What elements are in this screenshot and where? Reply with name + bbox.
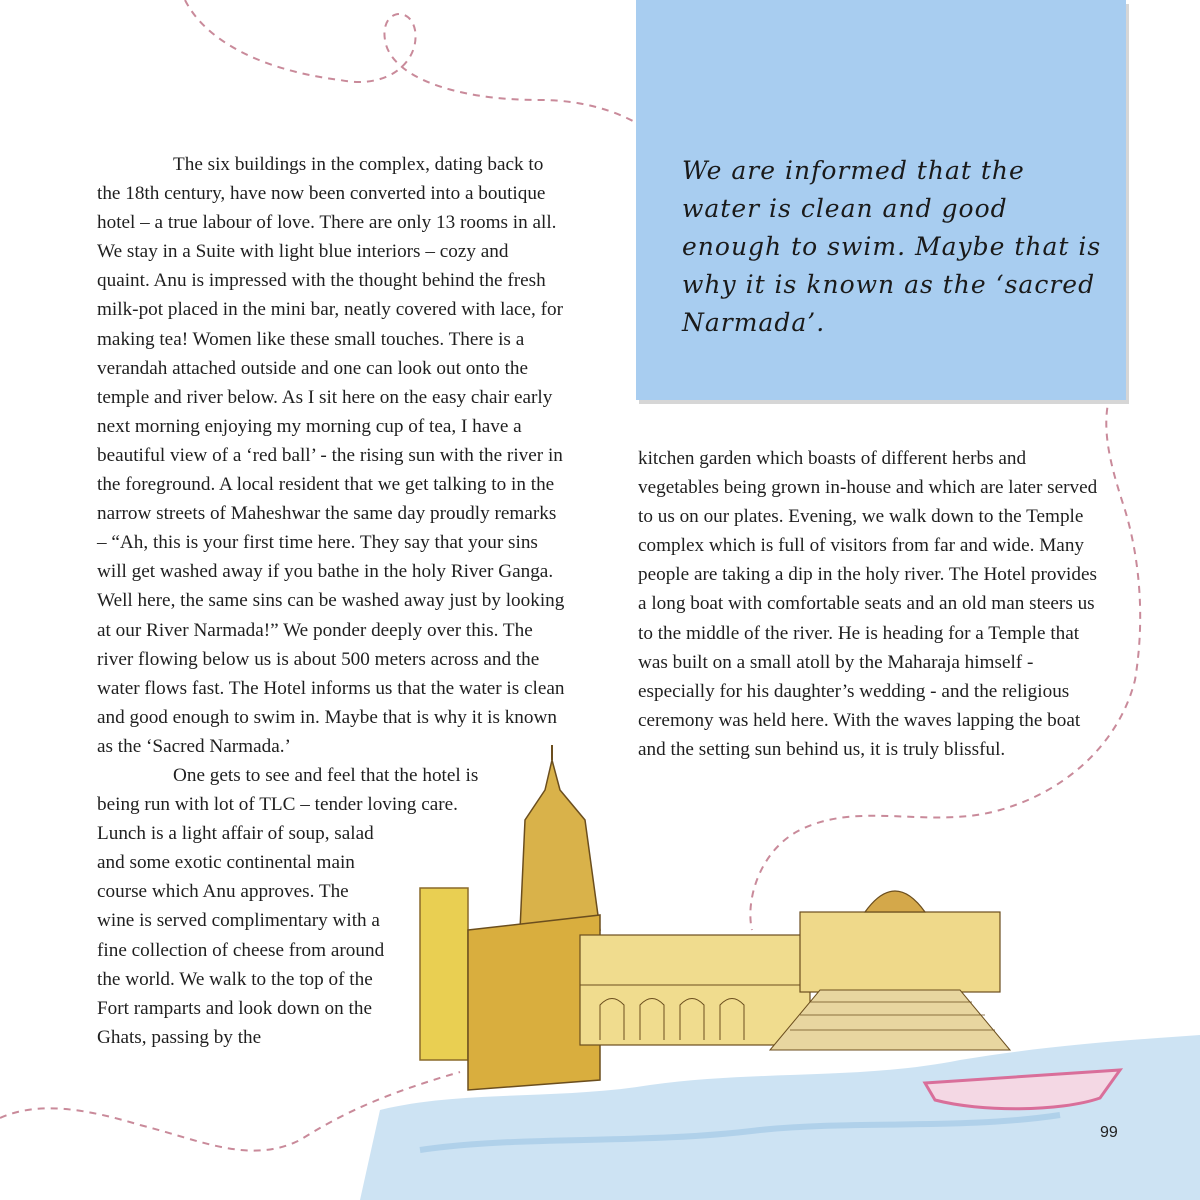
body-paragraph: The six buildings in the complex, dating back to the 18th century, have now been converted into a boutique hotel – a true labour of love. There are only 13 rooms in all. We stay in a Suite with light blue interiors – cozy and quaint. Anu is impressed with the thought behind the fresh milk-pot placed in the mini bar, neatly covered with lace, for making tea! Women like these small touches. There is a verandah attached outside and one can look out onto the temple and river below. As I sit here on the easy chair early next morning enjoying my morning cup of tea, I have a beautiful view of a ‘red ball’ - the rising sun with the river in the foreground. A local resident that we get talking to in the narrow streets of Maheshwar the same day proudly remarks – “Ah, this is your first time here. They say that your sins will get washed away if you bathe in the holy River Ganga. Well here, the same sins can be washed away just by looking at our River Narmada!” We ponder deeply over this. The river flowing below us is about 500 meters across and the water flows fast. The Hotel informs us that the water is clean and good enough to swim in. Maybe that is why it is known as the ‘Sacred Narmada.’ bbox=[97, 154, 565, 757]
palace-building bbox=[580, 935, 810, 1045]
temple-spire bbox=[520, 760, 600, 930]
dome bbox=[865, 891, 925, 912]
domed-building bbox=[800, 912, 1000, 992]
body-paragraph: Lunch is a light affair of soup, salad and some exotic continental main course which Anu approves. The wine is served complimentary with a fine collection of cheese from around the world. We walk to the top of the Fort ramparts and look down on the Ghats, passing by the bbox=[97, 823, 385, 1048]
pull-quote: We are informed that the water is clean and good enough to swim. Maybe that is why it is known as the ‘sacred Narmada’. bbox=[682, 156, 1102, 337]
fort-tower-block bbox=[420, 888, 468, 1060]
page-number: 99 bbox=[1100, 1124, 1118, 1141]
body-paragraph: kitchen garden which boasts of different herbs and vegetables being grown in-house and which are later served to us on our plates. Evening, we walk down to the Temple complex which is full of visitors from far and wide. Many people are taking a dip in the holy river. The Hotel provides a long boat with comfortable seats and an old man steers us to the middle of the river. He is heading for a Temple that was built on a small atoll by the Maharaja himself - especially for his daughter’s wedding - and the religious ceremony was held here. With the waves lapping the boat and the setting sun behind us, it is truly blissful. bbox=[638, 448, 1098, 760]
body-paragraph: One gets to see and feel that the hotel is being run with lot of TLC – tender loving care. bbox=[97, 764, 479, 816]
